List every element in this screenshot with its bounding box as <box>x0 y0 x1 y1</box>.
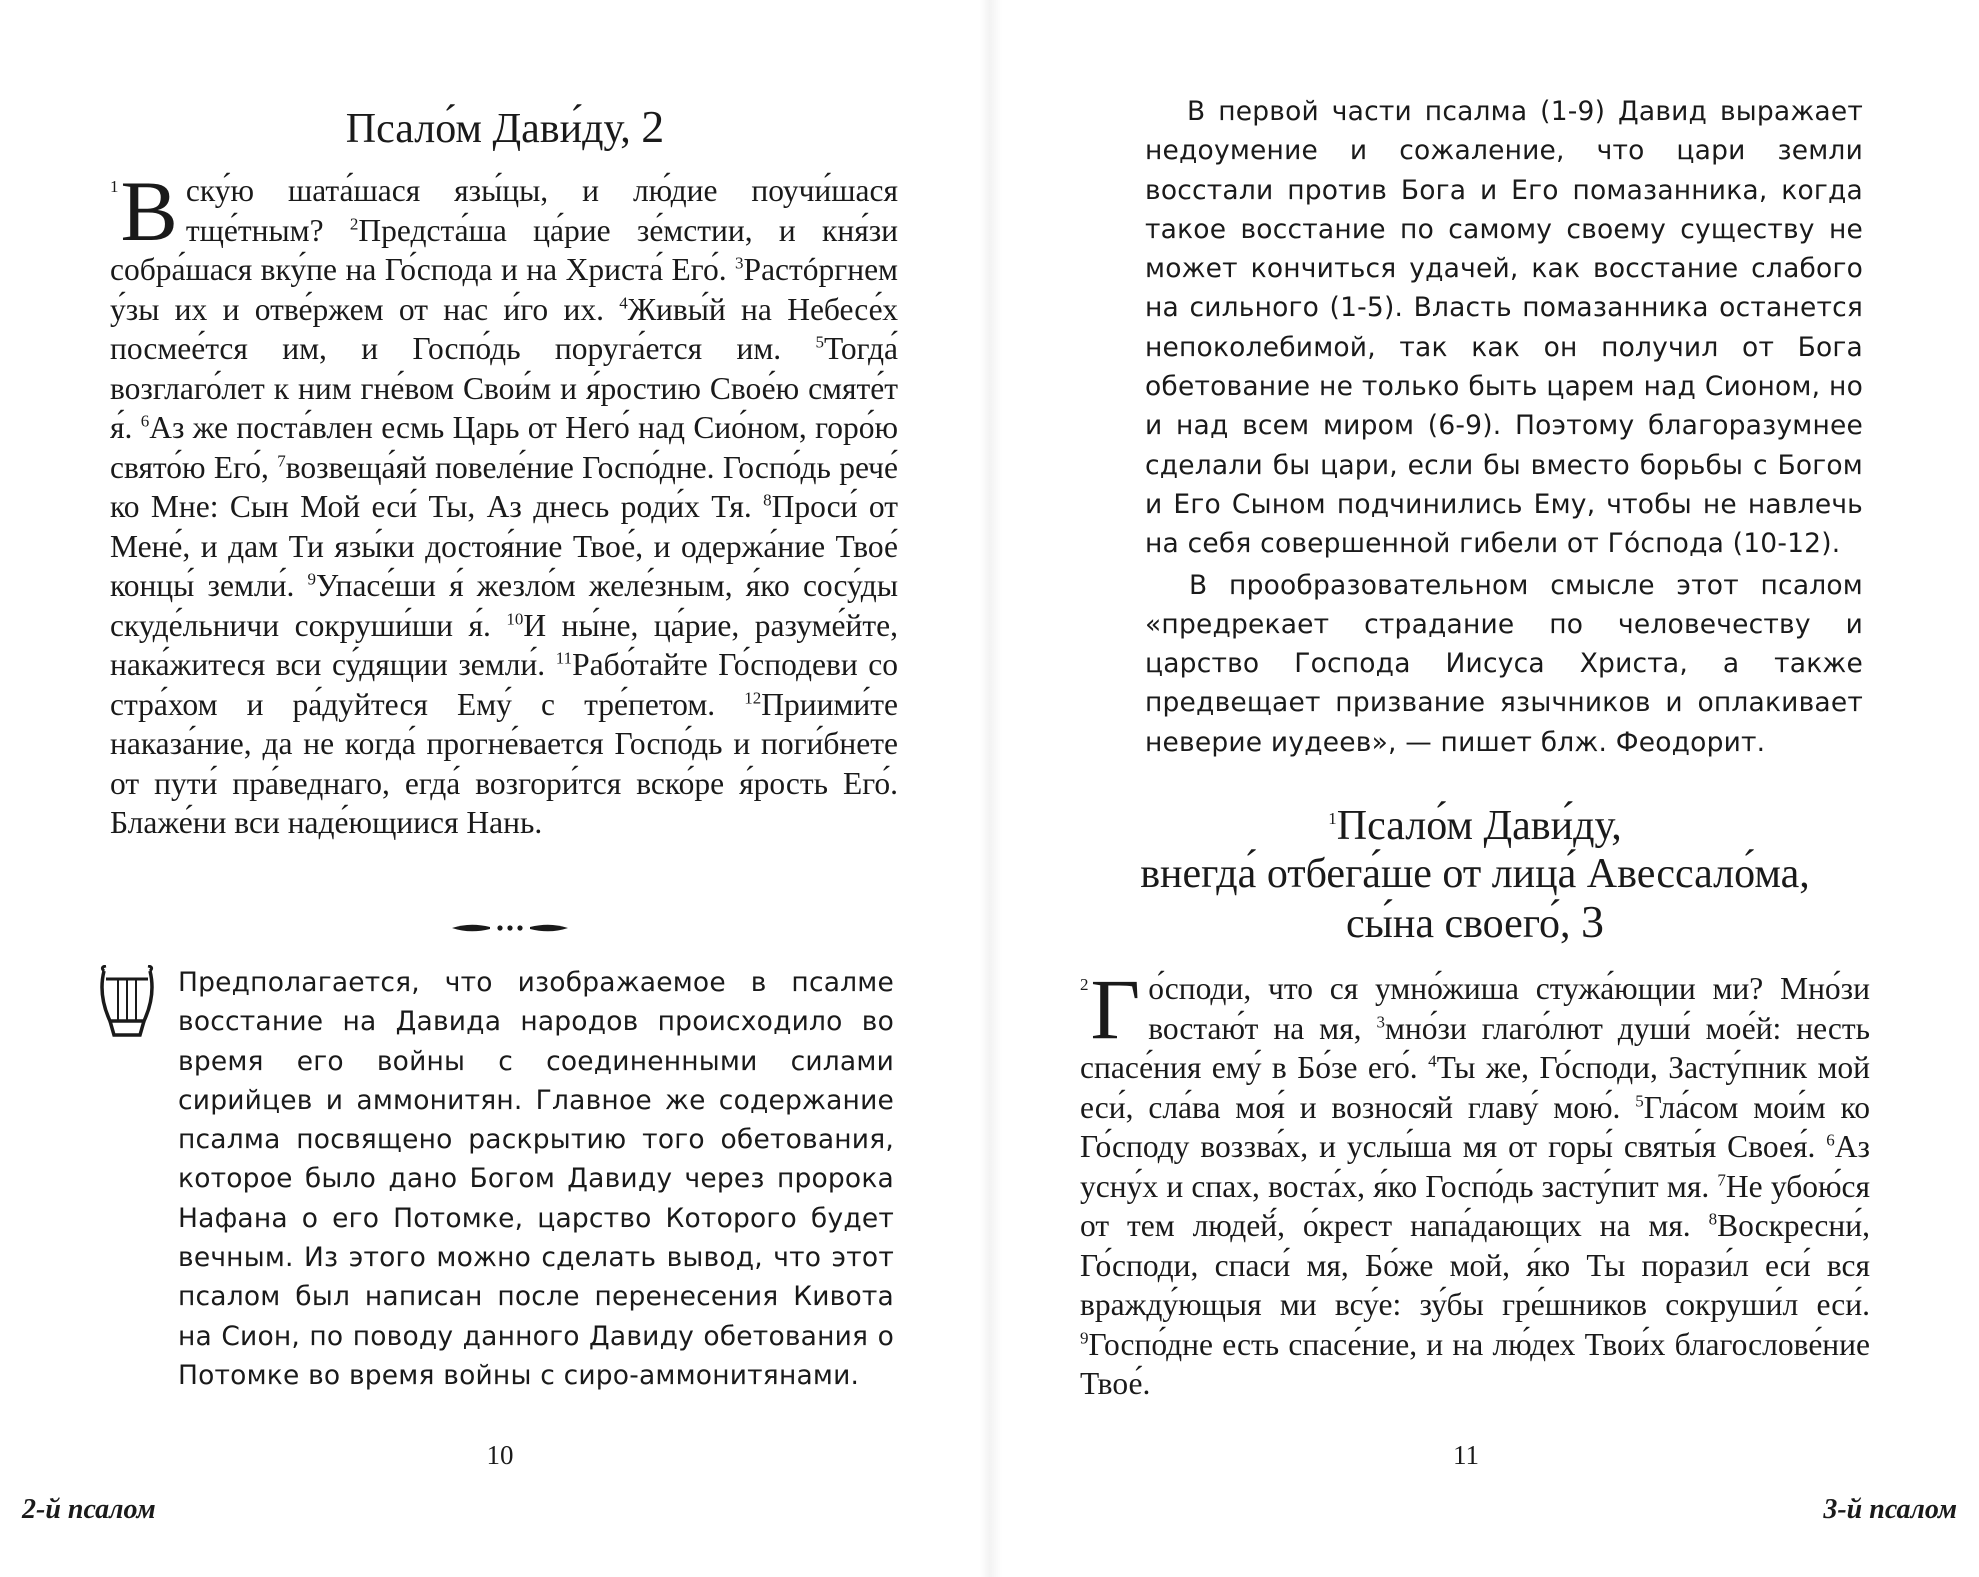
right-page <box>990 0 1979 1577</box>
running-footer: 3-й псалом <box>1823 1494 1957 1525</box>
verse-list <box>1080 1011 1870 1402</box>
verse-number: 6 <box>1826 1130 1835 1150</box>
psalm-2-title <box>110 103 900 153</box>
verse-number: 8 <box>1708 1209 1718 1229</box>
verse-number: 11 <box>555 648 573 668</box>
verse-number: 1 <box>110 177 119 196</box>
verse-number: 7 <box>277 451 286 470</box>
verse-text: Не убою́ся от тем людей́, о́крест напа́дающих на мя. <box>1080 1168 1870 1243</box>
psalm-2-number: 2 <box>641 101 665 152</box>
verse-number: 5 <box>1635 1091 1644 1110</box>
verse-number: 6 <box>140 411 150 431</box>
verse-number: 7 <box>1717 1170 1726 1189</box>
verse-text: И ны́не, ца́рие, разуме́йте, нака́житеся вси су́дящии земли́. <box>110 607 899 682</box>
lyre-icon <box>96 965 158 1041</box>
commentary-paragraph: Предполагается, что изображаемое в псалме восстание на Давида народов происходило во время его войны с соединенными силами сирийцев и аммонитян. Главное же содержание псалма посвящено раскрытию того обетования, которое было дано Богом Давиду через пророка Нафана о его Потомке, царство Которого будет вечным. Из этого можно сделать вывод, что этот псалом был написан после перенесения Кивота на Сион, по поводу данного Давиду обетования о Потомке во время войны с сиро-аммонитянами. <box>178 967 894 1391</box>
verse-text: о́споди, что ся умно́жиша стужа́ющии ми? Мно́зи востаю́т на мя, <box>1148 971 1870 1046</box>
verse-text: Рабо́тайте Го́сподеви со стра́хом и ра́дуйтеся Ему́ с тре́петом. <box>110 647 898 722</box>
verse-text: Аз усну́х и спах, воста́х, я́ко Госпо́дь засту́пит мя. <box>1080 1129 1870 1204</box>
psalm-3-title-line-3: сы́на своего́, 3 <box>1346 896 1604 947</box>
verse-number: 9 <box>307 569 317 589</box>
verse-number: 12 <box>744 688 762 707</box>
verse-text: Ты же, Го́споди, Засту́пник мой еси́, сла́ва моя́ и возносяй главу́ мою́. <box>1080 1050 1870 1125</box>
page-number: 10 <box>486 1440 514 1470</box>
verse-number: 1 <box>1328 809 1337 828</box>
verse-text: Гла́сом мои́м ко Го́споду воззва́х, и услы́ша мя от горы́ святы́я Своея́. <box>1080 1089 1870 1164</box>
psalm-3-text <box>1080 961 1870 1404</box>
commentary-paragraph: В первой части псалма (1-9) Давид выражает недоумение и сожаление, что цари земли восстали против Бога и Его помазанника, когда такое восстание по самому своему существу не может кончиться удачей, как восстание слабого на сильного (1-5). Власть помазанника останется непоколебимой, так как он получил от Бога обетование не только быть царем над Сионом, но и над всем миром (6-9). Поэтому благоразумнее сделали бы цари, если бы вместо борьбы с Богом и Его Сыном подчинились Ему, чтобы не навлечь на себя совершенной гибели от Гóспода (10-12). <box>1145 96 1863 560</box>
verse-number: 3 <box>1376 1012 1385 1031</box>
verse-text: Тогда́ возглаго́лет к ним гне́вом Свои́м и я́ростию Свое́ю смяте́т я́. <box>110 331 898 445</box>
psalm-3-title <box>1080 802 1870 948</box>
psalm-3-title-text: Псало́м Дави́ду, <box>1336 803 1622 849</box>
verse-text: ску́ю шата́шася язы́цы, и лю́дие поучи́шася тще́тным? <box>185 173 898 248</box>
verse-text: возвеща́яй повеле́ние Госпо́дне. Госпо́дь рече́ ко Мне: Сын Мой еси́ Ты, Аз днесь роди́х Тя. <box>110 449 898 524</box>
psalm-2-title-text: Псало́м Дави́ду, <box>345 106 631 152</box>
verse-text: Проси́ от Мене́, и дам Ти язы́ки достоя́ние Твое́, и одержа́ние Твое́ концы́ земли́. <box>110 489 898 603</box>
psalm-2-text <box>110 163 899 843</box>
verse-list <box>110 213 898 841</box>
verse-number: 2 <box>349 214 359 233</box>
verse-number: 3 <box>735 253 744 273</box>
verse-text: Госпо́дне есть спасе́ние, и на лю́дех Твои́х благослове́ние Твое́. <box>1080 1326 1870 1401</box>
psalm-2-commentary <box>178 963 894 1395</box>
verse-number: 9 <box>1080 1328 1089 1347</box>
verse-text: Предста́ша ца́рие зе́мстии, и кня́зи собра́шася вку́пе на Го́спода и на Христа́ Его́. <box>110 212 899 287</box>
psalm-3-number: 3 <box>1581 896 1604 947</box>
ornament-divider <box>450 918 570 938</box>
verse-text: Растóргнем у́зы их и отве́ржем от нас и́го их. <box>110 252 898 327</box>
drop-cap-block <box>110 163 186 259</box>
verse-text: Живы́й на Небесе́х посмее́тся им, и Госпо́дь поруга́ется им. <box>110 291 898 366</box>
psalm-3-title-line-1 <box>1080 802 1870 850</box>
verse-text: Аз же поста́влен есмь Царь от Него́ над Сио́ном, горо́ю свято́ю Его́, <box>110 410 898 485</box>
verse-number: 2 <box>1080 975 1089 994</box>
page-number: 11 <box>1453 1440 1479 1470</box>
drop-cap-letter: Г <box>1090 961 1141 1057</box>
drop-cap-letter: В <box>120 163 178 259</box>
psalm-2-commentary-continued <box>1145 92 1863 762</box>
running-footer: 2-й псалом <box>22 1494 156 1525</box>
verse-text: мно́зи глаго́лют души́ мое́й: несть спасе́ния ему́ в Бо́зе его́. <box>1080 1010 1870 1085</box>
verse-number: 4 <box>1428 1051 1437 1071</box>
verse-number: 5 <box>815 332 825 352</box>
verse-number: 10 <box>506 609 524 628</box>
verse-number: 8 <box>763 490 772 510</box>
psalm-3-title-line-2: внегда́ отбега́ше от лица́ Авессало́ма, <box>1140 851 1810 897</box>
drop-cap-block <box>1080 961 1148 1057</box>
verse-text: Упасе́ши я́ жезло́м желе́зным, я́ко сосу́ды скуде́льничи сокруши́ши я́. <box>110 568 898 643</box>
verse-text: Воскресни́, Го́споди, спаси́ мя, Бо́же мой, я́ко Ты порази́л еси́ вся вражду́ющыя ми всу́е: зу́бы гре́шников сокруши́л еси́. <box>1080 1208 1870 1322</box>
verse-text: Приими́те наказа́ние, да не когда́ прогне́вается Госпо́дь и поги́бнете от пути́ пра́веднаго, егда́ возгори́тся вско́ре я́рость Его́. Блаже́ни вси наде́ющиися Нань. <box>110 686 898 840</box>
commentary-paragraph: В прообразовательном смысле этот псалом «предрекает страдание по человечеству и царство Господа Иисуса Христа, а также предвещает призвание язычников и оплакивает неверие иудеев», — пишет блж. Феодорит. <box>1145 569 1863 758</box>
verse-number: 4 <box>619 293 628 312</box>
